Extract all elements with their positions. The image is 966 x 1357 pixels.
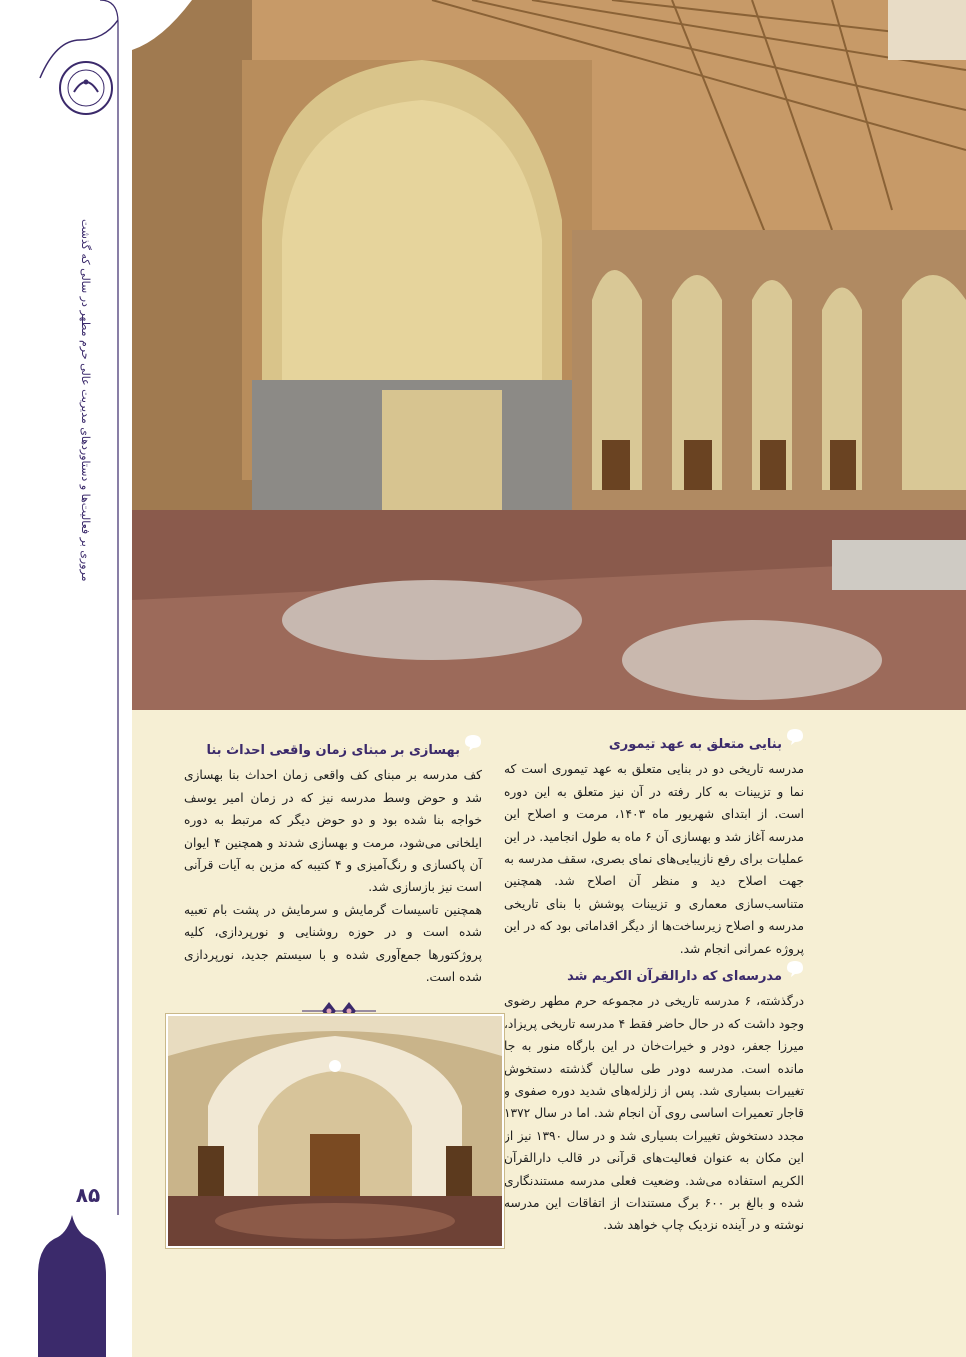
heading-text: بهسازی بر مبنای زمان واقعی احداث بنا <box>206 743 460 758</box>
margin-decoration <box>0 0 132 1357</box>
section-renovation <box>184 740 482 988</box>
paragraph: مدرسه تاریخی دو در بنایی متعلق به عهد تیموری است که نما و تزیینات به کار رفته در آن نیز متعلق به این دوره است. از ابتدای شهریور ماه ۱۴۰۳، مرمت و اصلاح این مدرسه آغاز شد و بهسازی آن ۶ ماه به طول انجامید. در این عملیات برای رفع نازیبایی‌های نمای بصری، سقف مدرسه به جهت اصلاح دید و منظر آن اصلاح شد. همچنین متناسب‌سازی معماری و تزیینات پوشش با بنای تاریخی مدرسه و اصلاح زیرساخت‌ها از دیگر اقداماتی بود که در این پروژه عمرانی انجام شد. <box>504 762 805 956</box>
inset-photo <box>166 1014 504 1248</box>
running-header: مروری بر فعالیت‌ها و دستاوردهای مدیریت عالی حرم مطهر در سالی که گذشت <box>79 218 92 582</box>
section-timurid <box>504 734 804 960</box>
dome-interior-illustration <box>168 1016 502 1246</box>
hero-photo <box>132 0 966 710</box>
magazine-logo <box>56 58 116 118</box>
section-heading <box>504 966 804 988</box>
page-number: ۸۵ <box>75 1183 101 1207</box>
section-darolquran <box>504 966 804 1237</box>
heading-text: مدرسه‌ای که دارالقرآن الکریم شد <box>567 969 782 984</box>
courtyard-illustration <box>132 0 966 710</box>
section-heading <box>184 740 482 762</box>
speech-bubble-icon <box>464 734 482 752</box>
page-tab <box>38 1215 132 1357</box>
speech-bubble-icon <box>786 960 804 978</box>
paragraph: همچنین تاسیسات گرمایش و سرمایش در پشت بام تعبیه شده است و در حوزه روشنایی و نورپردازی، کلیه پروژکتورها جمع‌آوری شده و با سیستم جدید، نورپردازی شده است. <box>184 902 482 985</box>
paragraph: درگذشته، ۶ مدرسه تاریخی در مجموعه حرم مطهر رضوی وجود داشت که در حال حاضر فقط ۴ مدرسه تاریخی پریزاد، میرزا جعفر، دودر و خیرات‌خان در این بارگاه منور به جا مانده است. مدرسه دودر طی سالیان گذشته دستخوش تغییرات بسیاری شد. پس از زلزله‌های شدید دوره صفوی و قاجار تعمیرات اساسی روی آن انجام شد. اما در سال ۱۳۷۲ مجدد دستخوش تغییرات بسیاری شد و در سال ۱۳۹۰ نیز از این مکان به عنوان فعالیت‌های قرآنی در قالب دارالقرآن الکریم استفاده می‌شد. وضعیت فعلی مدرسه مستندنگاری شده و بالغ بر ۶۰۰ برگ مستندات از اتفاقات این مدرسه نوشته و در آینده نزدیک چاپ خواهد شد. <box>503 994 804 1233</box>
speech-bubble-icon <box>786 728 804 746</box>
paragraph: کف مدرسه بر مبنای کف واقعی زمان احداث بنا بهسازی شد و حوض وسط مدرسه نیز که در زمان امیر یوسف خواجه بنا شده بود و دو حوض دیگر که مرتبط به دوره ایلخانی می‌شود، مرمت و بهسازی شدند و همچنین ۴ ایوان آن پاکسازی و رنگ‌آمیزی و ۴ کتیبه که مزین به آیات قرآنی است نیز بازسازی شد. <box>184 768 482 895</box>
heading-text: بنایی متعلق به عهد تیموری <box>608 737 782 752</box>
section-heading <box>504 734 804 756</box>
